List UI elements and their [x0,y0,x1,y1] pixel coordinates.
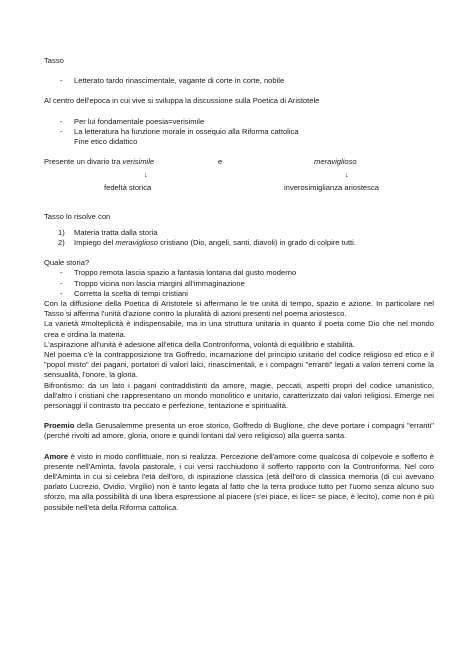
amore-paragraph [44,452,434,513]
right-result: inverosimiglianza ariostesca [284,183,379,193]
divario-left-term: verisimile [122,157,155,167]
divario-prefix: Presente un divario tra [44,157,123,167]
fine-line: Fine etico didattico [74,137,138,147]
risolve-line: Tasso lo risolve con [44,211,111,221]
left-result: fedeltà storica [104,183,152,193]
list-item [44,238,434,248]
paragraph: L'aspirazione all'unità è adesione all'etica della Controriforma, volontà di equilibrio e stabilità. [44,339,355,349]
list-text: Materia tratta dalla storia [74,227,158,237]
center-line: Al centro dell'epoca in cui vive si sviluppa la discussione sulla Poetica di Aristotele [44,96,320,106]
proemio-heading: Proemio [44,421,75,431]
numbered-list [44,228,434,248]
list-item [44,228,434,238]
arrow-row [44,167,434,183]
arrow-down-icon: ↓ [144,170,148,180]
divario-right-term-text: meraviglioso [314,157,357,167]
storia-list [44,268,434,299]
amore-text: è visto in modo conflittuale, non si realizza. Percezione dell'amore come qualcosa di colpevole e sofferto è presente nell'Aminta, favola pastorale, i cui versi racchiudono il sofferto rapporto con la Controriforma. Nel coro dell'Aminta in cui si celebra l'età dell'oro, di ispirazione classica (età dell'oro di classica memoria (di cui avevano parlato Lucrezio, Ovidio, Virgilio) non è tanto legata al fatto che la terra produce tutto per l'uomo senza alcuno suo sforzo, ma alla possibilità di una libera espressione al piacere (s'ei piace, ei lice= se piace, è lecito), come non è più possibile nell'età della Riforma cattolica. [44,451,434,512]
list-text-pre: Impiego del [74,238,116,247]
divario-row [44,157,434,167]
paragraph: Nel poema c'è la contrapposizione tra Goffredo, incarnazione del principio unitario del codice religioso ed etico e il "popol misto" dei pagani, portatori di valori laici, rinascimentali, e i compagni "erranti" legati a valori terreni come la sensualità, l'onore, la gloria. [44,350,434,380]
result-row [44,183,434,193]
list-item: - La letteratura ha funzione morale in ossequio alla Riforma cattolica [44,127,434,137]
quale-storia: Quale storia? [44,258,90,268]
list-text-post: cristiano (Dio, angeli, santi, diavoli) in grado di colpire tutti. [158,238,356,247]
list-number: 1) [58,227,65,237]
divario-prefix-group [44,157,154,167]
divario-conj: e [218,157,223,167]
doc-title: Tasso [44,56,64,65]
divario-right-term [314,157,357,167]
proemio-text: della Gerusalemme presenta un eroe storico, Goffredo di Buglione, che deve portare i compagni "erranti" (perché rivolti ad amore, gloria, onore e quindi lontani dal vero religioso) alla guerra santa. [44,421,434,441]
paragraph: Bifrontismo: da un lato i pagani contraddistinti da amore, magie, peccati, aspetti propri del codice umanistico, dall'altro i cristiani che rappresentano un mondo monolitico e unitario, caratterizzato dai valori religiosi. Emerge nei personaggi il contrasto tra peccato e perfezione, tentazione e spiritualità. [44,380,434,411]
list-item: - Per lui fondamentale poesia=verisimile [44,117,434,127]
amore-heading: Amore [44,451,69,461]
arrow-down-icon: ↓ [345,170,349,180]
list-item: - Corretta la scelta di tempi cristiani [44,289,434,299]
list-item: - Troppo vicina non lascia margini all'immaginazione [44,279,434,289]
intro-list [44,76,434,86]
paragraph: La varietà #molteplicità è indispensabile, ma in una struttura unitaria in quanto il poeta come Dio che nel mondo crea e ordina la materia. [44,319,434,339]
list-item: - Troppo remota lascia spazio a fantasia lontana dal gusto moderno [44,268,434,278]
paragraph: Con la diffusione della Poetica di Aristotele si affermano le tre unità di tempo, spazio e azione. In particolare nel Tasso si afferma l'unità d'azione contro la pluralità di azioni presenti nel poema ariostesco. [44,299,434,319]
list-text-em: meraviglioso [115,238,159,247]
list-number: 2) [58,238,65,247]
poetica-list [44,117,434,137]
proemio-paragraph [44,421,434,441]
list-item: - Letterato tardo rinascimentale, vagante di corte in corte, nobile [44,76,434,86]
